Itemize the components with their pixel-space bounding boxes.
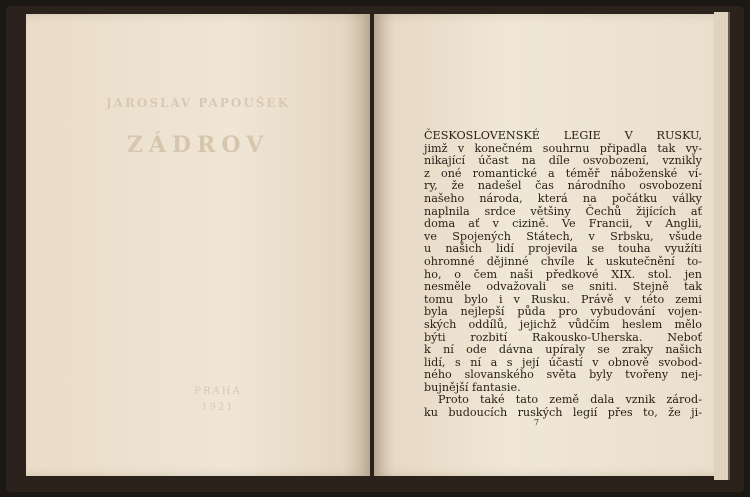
text-line: naplnila srdce většiny Čechů žijících ať xyxy=(424,204,702,218)
body-text xyxy=(424,130,702,420)
paragraph-2 xyxy=(424,394,702,419)
text-line: ských oddílů, jejichž vůdčím heslem mělo xyxy=(424,317,702,331)
text-line: Proto také tato země dala vznik zárod- xyxy=(438,393,702,407)
text-line: u našich lidí projevila se touha využíti xyxy=(424,242,702,256)
page-edges xyxy=(714,12,730,480)
page-number: 7 xyxy=(534,418,540,427)
text-line: byla nejlepší půda pro vybudování vojen- xyxy=(424,305,702,319)
right-page xyxy=(374,14,714,476)
text-line: ry, že nadešel čas národního osvobození xyxy=(424,179,702,193)
text-line: nikající účast na díle osvobození, vznikly xyxy=(424,154,702,168)
text-line: ČESKOSLOVENSKÉ LEGIE V RUSKU, xyxy=(424,129,702,142)
text-line: ného slovanského světa byly tvořeny nej- xyxy=(424,368,702,382)
text-line: ku budoucích ruských legií přes to, že ji- xyxy=(424,406,702,420)
text-line: bujnější fantasie. xyxy=(424,380,521,394)
show-through-place: PRAHA xyxy=(194,386,242,397)
text-line: lidí, s ní a s její účastí v obnově svobod- xyxy=(424,355,702,369)
text-line: jimž v konečném souhrnu připadla tak vy- xyxy=(424,141,702,155)
text-line: ve Spojených Státech, v Srbsku, všude xyxy=(424,229,702,243)
text-line: k ní ode dávna upíraly se zraky našich xyxy=(424,343,702,357)
left-page xyxy=(26,14,370,476)
text-line: tomu bylo i v Rusku. Právě v této zemi xyxy=(424,292,702,306)
text-line: našeho národa, která na počátku války xyxy=(424,191,702,205)
text-line: z oné romantické a téměř náboženské ví- xyxy=(424,166,702,180)
text-line: doma ať v cizině. Ve Francii, v Anglii, xyxy=(424,217,702,231)
show-through-title: ZÁDROV xyxy=(126,132,270,158)
text-line: nesměle odvažovali se sniti. Stejně tak xyxy=(424,280,702,294)
text-line: ohromné dějinné chvíle k uskutečnění to- xyxy=(424,254,702,268)
show-through-year: 1921 xyxy=(201,402,235,413)
text-line: býti rozbití Rakousko-Uherska. Neboť xyxy=(424,330,702,344)
show-through-author: JAROSLAV PAPOUŠEK xyxy=(105,96,291,110)
text-line: ho, o čem naši předkové XIX. stol. jen xyxy=(424,267,702,281)
paragraph-1 xyxy=(424,130,702,394)
